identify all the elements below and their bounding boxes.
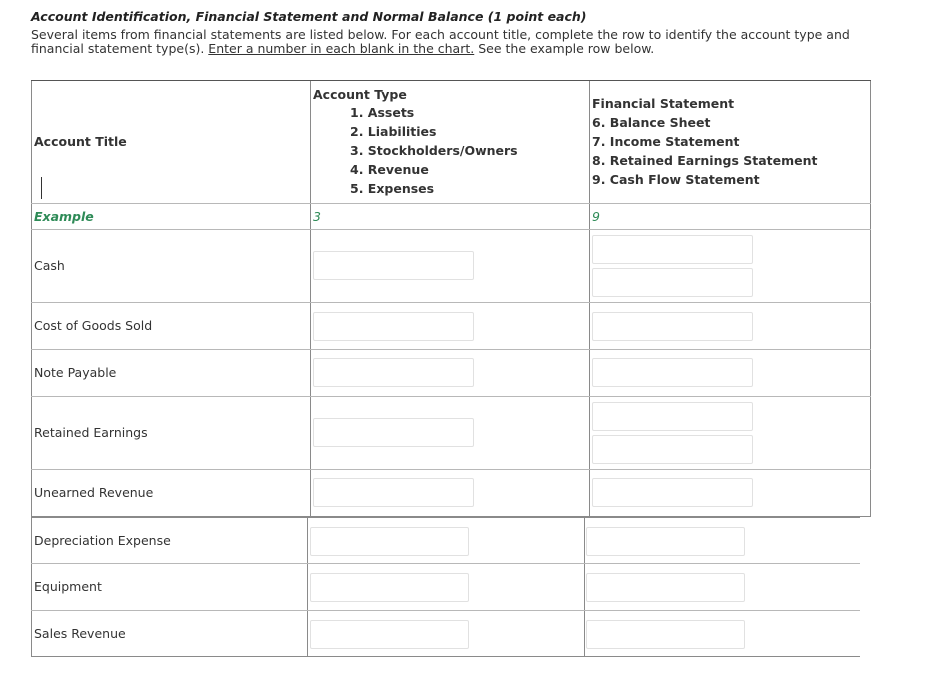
row-rule [31,302,871,303]
financial-statement-option: 7. Income Statement [592,134,740,149]
row-rule [31,563,860,564]
equipment-account-type-input[interactable] [310,573,469,602]
sales-revenue-account-type-input[interactable] [310,620,469,649]
depreciation-account-type-input[interactable] [310,527,469,556]
account-type-option: 5. Expenses [350,181,435,196]
example-financial-statement: 9 [592,209,600,224]
note-payable-account-type-input[interactable] [313,358,474,387]
instructions [31,28,851,56]
row-rule [31,396,871,397]
financial-statement-header [592,94,817,189]
row-rule [31,349,871,350]
financial-statement-option: 8. Retained Earnings Statement [592,153,818,168]
row-title-unearned-revenue: Unearned Revenue [34,485,154,500]
lower-left-border [31,517,32,657]
depreciation-statement-input[interactable] [586,527,745,556]
financial-statement-option: 6. Balance Sheet [592,115,711,130]
col-divider-2 [589,81,590,516]
header-financial-statement: Financial Statement [592,96,735,111]
row-rule [31,610,860,611]
row-title-cash: Cash [34,258,65,273]
retained-earnings-statement-input-1[interactable] [592,402,753,431]
unearned-revenue-account-type-input[interactable] [313,478,474,507]
row-title-equipment: Equipment [34,579,102,594]
header-account-type: Account Type [313,87,407,102]
cash-account-type-input[interactable] [313,251,474,280]
row-title-cost-of-goods-sold: Cost of Goods Sold [34,318,153,333]
table-top-rule [31,80,871,81]
note-payable-statement-input[interactable] [592,358,753,387]
header-account-title: Account Title [34,134,127,149]
example-account-type: 3 [313,209,321,224]
row-title-sales-revenue: Sales Revenue [34,626,126,641]
col-divider-1 [310,81,311,516]
retained-earnings-statement-input-2[interactable] [592,435,753,464]
instructions-emphasis: Enter a number in each blank in the chart. [208,41,475,56]
account-type-option: 1. Assets [350,105,415,120]
example-label: Example [34,209,94,224]
row-title-depreciation-expense: Depreciation Expense [34,533,171,548]
account-type-option: 2. Liabilities [350,124,437,139]
financial-statement-option: 9. Cash Flow Statement [592,172,760,187]
cash-statement-input-1[interactable] [592,235,753,264]
equipment-statement-input[interactable] [586,573,745,602]
account-type-option: 4. Revenue [350,162,429,177]
sales-revenue-statement-input[interactable] [586,620,745,649]
row-title-retained-earnings: Retained Earnings [34,425,148,440]
row-rule [31,517,860,518]
table-bottom-rule [31,656,860,657]
unearned-revenue-statement-input[interactable] [592,478,753,507]
lower-col-divider-1 [307,517,308,657]
row-rule [31,203,871,204]
row-rule [31,469,871,470]
cogs-account-type-input[interactable] [313,312,474,341]
instructions-text: Several items from financial statements are listed below. For each account title, complete the row to identify the account type and financial statement type(s). [31,27,850,56]
retained-earnings-account-type-input[interactable] [313,418,474,447]
question-title: Account Identification, Financial Statement and Normal Balance (1 point each) [31,9,587,24]
cash-statement-input-2[interactable] [592,268,753,297]
lower-col-divider-2 [584,517,585,657]
account-type-option: 3. Stockholders/Owners [350,143,518,158]
cogs-statement-input[interactable] [592,312,753,341]
instructions-text-end: See the example row below. [474,41,655,56]
account-type-options [350,103,518,198]
text-cursor [41,177,42,199]
row-title-note-payable: Note Payable [34,365,117,380]
row-rule [31,229,871,230]
